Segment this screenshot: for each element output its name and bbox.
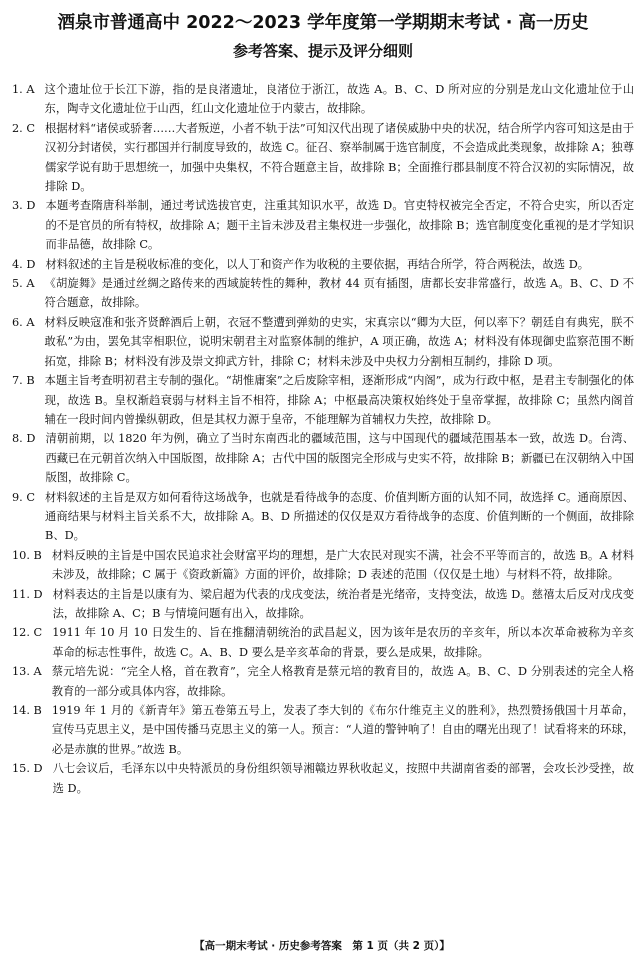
answer-number: 2. C bbox=[12, 121, 36, 135]
answer-explanation: 1911 年 10 月 10 日发生的、旨在推翻清朝统治的武昌起义，因为该年是农历的辛亥年，所以本次革命被称为辛亥革命的标志性事件，故选 C。A、B、D 要么是辛亥革命的背景，要么是成果，故排除。 bbox=[52, 626, 634, 659]
answer-item bbox=[12, 662, 634, 701]
answer-number: 6. A bbox=[12, 315, 35, 329]
answer-item bbox=[12, 371, 634, 429]
answer-number: 1. A bbox=[12, 83, 35, 96]
answer-item bbox=[12, 274, 634, 313]
answer-number: 14. B bbox=[12, 704, 42, 717]
answer-explanation: 蔡元培先说：“完全人格，首在教育”，完全人格教育是蔡元培的教育目的，故选 A。B、C、D 分别表述的完全人格教育的一部分或具体内容，故排除。 bbox=[51, 665, 634, 698]
answer-number: 5. A bbox=[12, 277, 35, 291]
answer-explanation: 本题主旨考查明初君主专制的强化。“胡惟庸案”之后废除宰相，逐渐形成“内阁”，成为行政中枢，是君主专制强化的体现，故选 B。皇权渐趋衰弱与材料主旨不相符，排除 A；中枢最高决策权始终处于皇帝掌握，故排除 C；虽然内阁首辅在一段时间内曾操纵朝政，但是其权力源于皇帝，不能理解为首辅权力失控，故排除 D。 bbox=[44, 374, 634, 426]
answer-item bbox=[12, 701, 634, 759]
answer-explanation: 材料表达的主旨是以康有为、梁启超为代表的戊戌变法，统治者是光绪帝，支持变法，故选 D。慈禧太后反对戊戌变法，故排除 A、C；B 与情境问题有出入，故排除。 bbox=[52, 587, 634, 620]
answer-explanation: 材料叙述的主旨是双方如何看待这场战争，也就是看待战争的态度、价值判断方面的认知不同，故选择 C。通商原因、通商结果与材料主旨关系不大，故排除 A。B、D 所描述的仅仅是双方看待战争的态度、价值判断的一个侧面，故排除 B、D。 bbox=[45, 490, 634, 543]
answer-explanation: 材料反映的主旨是中国农民追求社会财富平均的理想，是广大农民对现实不满，社会不平等而言的，故选 B。A 材料未涉及，故排除；C 属于《资政新篇》方面的评价，故排除；D 表述的范围（仅仅是土地）与材料不符，故排除。 bbox=[51, 548, 634, 582]
answer-explanation: 材料反映寇准和张齐贤醉酒后上朝，衣冠不整遭到弹劾的史实，宋真宗以“卿为大臣，何以率下？朝廷自有典宪，朕不敢私”为由，罢免其宰相职位，说明宋朝君主对监察体制的维护，A 项正确，故选 A；材料没有体现御史监察范围不断拓宽，排除 B；材料没有涉及崇文抑武方针，排除 C；材料未涉及中央权力分割相互制约，排除 D 项。 bbox=[44, 315, 634, 368]
answer-item bbox=[12, 255, 634, 274]
page-subtitle: 参考答案、提示及评分细则 bbox=[232, 42, 413, 60]
answer-item bbox=[12, 80, 634, 119]
answer-item bbox=[12, 585, 634, 624]
answer-number: 13. A bbox=[12, 665, 42, 679]
answer-item bbox=[12, 196, 634, 254]
answer-item bbox=[12, 623, 634, 662]
answer-item bbox=[12, 546, 634, 585]
answer-explanation: 本题考查隋唐科举制，通过考试选拔官吏，注重其知识水平，故选 D。官吏特权被完全否定，不符合史实，所以否定的不是官员的所有特权，故排除 A；题干主旨未涉及君主集权进一步强化，故排除 B；选官制度变化重视的是才学知识而非品德，故排除 C。 bbox=[45, 199, 634, 252]
answer-explanation: 1919 年 1 月的《新青年》第五卷第五号上，发表了李大钊的《布尔什维克主义的胜利》，热烈赞扬俄国十月革命，宣传马克思主义，是中国传播马克思主义的第一人。预言：“人道的警钟响了！自由的曙光出现了！试看将来的环球，必是赤旗的世界。”故选 B。 bbox=[51, 704, 634, 756]
answer-item bbox=[12, 119, 634, 197]
answer-explanation: 八七会议后，毛泽东以中央特派员的身份组织领导湘赣边界秋收起义，按照中共湖南省委的部署，会攻长沙受挫，故选 D。 bbox=[52, 762, 634, 795]
answer-item bbox=[12, 488, 634, 546]
answer-item bbox=[12, 759, 634, 798]
answer-number: 10. B bbox=[12, 548, 42, 562]
answer-number: 9. C bbox=[12, 490, 36, 504]
answer-explanation: 清朝前期，以 1820 年为例，确立了当时东南西北的疆域范围，这与中国现代的疆域范围基本一致，故选 D。台湾、西藏已在元朝首次纳入中国版图，故排除 A；古代中国的版图完全形成与史实不符，故排除 B；新疆已在汉朝纳入中国版图，故排除 C。 bbox=[45, 432, 634, 485]
answer-number: 11. D bbox=[12, 587, 43, 601]
answer-list bbox=[12, 80, 634, 798]
answer-item bbox=[12, 313, 634, 371]
answer-explanation: 这个遗址位于长江下游，指的是良渚遗址，良渚位于浙江，故选 A。B、C、D 所对应的分别是龙山文化遗址位于山东，陶寺文化遗址位于山西，红山文化遗址位于内蒙古，故排除。 bbox=[44, 83, 634, 116]
answer-explanation: 材料叙述的主旨是税收标准的变化，以人丁和资产作为收税的主要依据，再结合所学，符合两税法，故选 D。 bbox=[45, 257, 590, 271]
page-footer: 【高一期末考试 · 历史参考答案 第 1 页（共 2 页）】 bbox=[194, 940, 450, 952]
answer-number: 12. C bbox=[12, 626, 43, 640]
answer-number: 15. D bbox=[12, 762, 43, 776]
answer-explanation: 《胡旋舞》是通过丝绸之路传来的西域旋转性的舞种，教材 44 页有插图，唐都长安非常盛行，故选 A。B、C、D 不符合题意，故排除。 bbox=[44, 277, 634, 310]
page-title: 酒泉市普通高中 2022～2023 学年度第一学期期末考试 · 高一历史 bbox=[57, 13, 589, 33]
answer-explanation: 根据材料“诸侯或骄奢……大者叛逆，小者不轨于法”可知汉代出现了诸侯威胁中央的状况，结合所学内容可知这是由于汉初分封诸侯，实行郡国并行制度导致的，故选 C。征召、察举制属于选官制度，不会造成此类现象，故排除 A；独尊儒家学说有助于思想统一，加强中央集权，不符合题意主旨，故排除 B；全面推行郡县制度不符合汉初的实际情况，故排除 D。 bbox=[45, 121, 634, 194]
answer-number: 4. D bbox=[12, 257, 36, 271]
answer-number: 7. B bbox=[12, 374, 35, 388]
answer-number: 3. D bbox=[12, 199, 36, 213]
answer-item bbox=[12, 429, 634, 487]
answer-number: 8. D bbox=[12, 432, 36, 446]
